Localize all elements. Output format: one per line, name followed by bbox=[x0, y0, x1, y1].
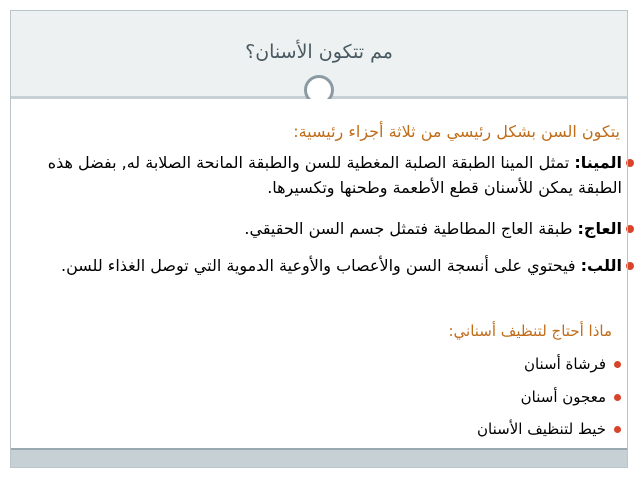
list-item-need bbox=[477, 420, 606, 438]
need-label: فرشاة أسنان bbox=[523, 355, 606, 373]
footer-bar bbox=[10, 448, 628, 468]
term-label: اللب: bbox=[580, 256, 622, 275]
term-label: المينا: bbox=[574, 153, 622, 172]
bullet-icon bbox=[626, 225, 634, 233]
list-item-need bbox=[521, 388, 606, 406]
bullet-icon bbox=[626, 262, 634, 270]
list-item-enamel bbox=[42, 150, 622, 200]
intro-text: يتكون السن بشكل رئيسي من ثلاثة أجزاء رئيسية: bbox=[293, 122, 620, 141]
list-item-dentin bbox=[42, 216, 622, 241]
term-label: العاج: bbox=[577, 219, 622, 238]
bullet-icon bbox=[626, 159, 634, 167]
bullet-icon bbox=[614, 426, 621, 433]
term-description: طبقة العاج المطاطية فتمثل جسم السن الحقيقي. bbox=[244, 219, 578, 238]
question-heading: ماذا أحتاج لتنظيف أسناني: bbox=[448, 322, 612, 340]
list-item-pulp bbox=[42, 253, 622, 278]
need-label: خيط لتنظيف الأسنان bbox=[477, 420, 606, 438]
slide-title: مم تتكون الأسنان؟ bbox=[245, 41, 393, 63]
need-label: معجون أسنان bbox=[520, 388, 606, 406]
term-description: فيحتوي على أنسجة السن والأعصاب والأوعية الدموية التي توصل الغذاء للسن. bbox=[61, 256, 581, 275]
bullet-icon bbox=[614, 394, 621, 401]
term-description: تمثل المينا الطبقة الصلبة المغطية للسن والطبقة المانحة الصلابة له, بفضل هذه الطبقة يمكن للأسنان قطع الأطعمة وطحنها وتكسيرها. bbox=[47, 153, 622, 197]
list-item-need bbox=[524, 355, 606, 373]
bullet-icon bbox=[614, 361, 621, 368]
